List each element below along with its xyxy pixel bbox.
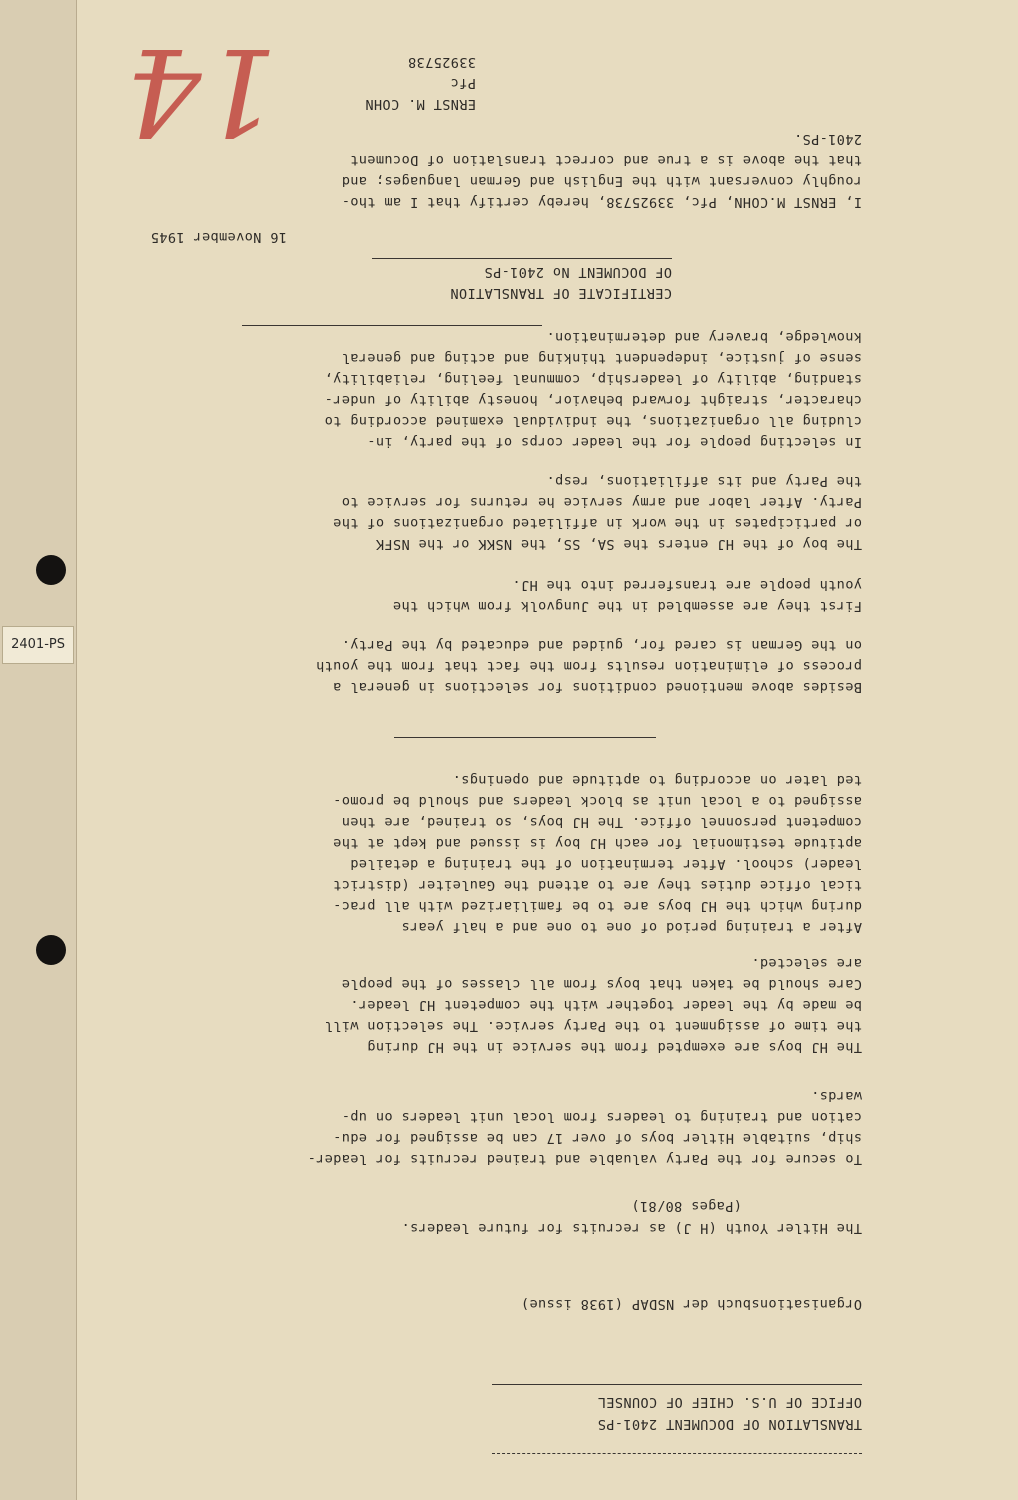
text-line: The HJ boys are exempted from the service in the HJ during [367, 1039, 862, 1055]
signature-rank: Pfc [450, 75, 476, 91]
text-line: that the above is a true and correct translation of Document [349, 152, 862, 168]
text-line: or participates in the work in affiliated organizations of the [332, 515, 862, 531]
text-line: the Party and its affiliations, resp. [546, 473, 862, 489]
text-line: First they are assembled in the Jungvolk from which the [392, 598, 862, 614]
text-line: during which the HJ boys are to be familiarized with all prac- [332, 898, 862, 914]
text-line: leader) school. After termination of the training a detailed [349, 856, 862, 872]
text-line: wards. [810, 1088, 862, 1104]
header-line-1: TRANSLATION OF DOCUMENT 2401-PS [597, 1416, 862, 1432]
text-line: character, straight forward behavior, honesty ability of under- [324, 392, 862, 408]
certificate-rule [372, 258, 672, 259]
certificate-date: 16 November 1945 [150, 229, 287, 245]
text-line: After a training period of one to one and a half years [401, 919, 862, 935]
text-line: tical office duties they are to attend the Gauleiter (district [332, 877, 862, 893]
text-line: the time of assignment to the Party service. The selection will [324, 1018, 862, 1034]
text-line: process of elimination results from the fact that from the youth [315, 658, 862, 674]
text-line: knowledge, bravery and determination. [546, 329, 862, 345]
text-line: assigned to a local unit as block leaders and should be promo- [332, 793, 862, 809]
punch-hole [36, 555, 66, 585]
text-line: aptitude testimonial for each HJ boy is issued and kept at the [332, 835, 862, 851]
punch-hole [36, 935, 66, 965]
text-line: Care should be taken that boys from all classes of the people [341, 976, 862, 992]
document-number-tab-label: 2401-PS [11, 637, 65, 653]
section-pages: (Pages 80/81) [631, 1198, 742, 1214]
text-line: ship, suitable Hitler boys of over 17 can be assigned for edu- [332, 1130, 862, 1146]
text-line: competent personnel office. The HJ boys, so trained, are then [341, 814, 862, 830]
section-divider [394, 737, 656, 738]
certificate-subtitle: OF DOCUMENT No 2401-PS [484, 264, 672, 280]
section-title: The Hitler Youth (H J) as recruits for future leaders. [401, 1220, 862, 1236]
text-line: cluding all organizations, the individual examined according to [324, 413, 862, 429]
header-rule-top [492, 1453, 862, 1454]
text-line: roughly conversant with the English and German languages; and [341, 173, 862, 189]
signature-serial: 33925738 [407, 54, 476, 70]
header-line-2: OFFICE OF U.S. CHIEF OF COUNSEL [597, 1394, 862, 1410]
binding-margin [0, 0, 77, 1500]
header-rule-bottom [492, 1384, 862, 1385]
certificate-title: CERTIFICATE OF TRANSLATION [450, 285, 672, 301]
text-line: I, ERNST M.COHN, Pfc, 33925738, hereby certify that I am tho- [341, 194, 862, 210]
text-line: youth people are transferred into the HJ. [512, 577, 862, 593]
text-line: sense of justice, independent thinking and acting and general [341, 350, 862, 366]
underline-rule [242, 325, 542, 326]
handwritten-page-number: 14 [125, 21, 278, 160]
text-line: cation and training to leaders from local unit leaders on up- [341, 1109, 862, 1125]
text-line: are selected. [751, 955, 862, 971]
text-line: The boy of the HJ enters the SA, SS, the NSKK or the NSFK [375, 536, 862, 552]
text-line: Besides above mentioned conditions for selections in general a [332, 679, 862, 695]
document-number-tab [2, 626, 74, 664]
text-line: 2401-PS. [793, 131, 862, 147]
source-title: Organisationsbuch der NSDAP (1938 issue) [520, 1296, 862, 1312]
text-line: ted later on according to aptitude and openings. [452, 772, 862, 788]
text-line: on the German is cared for, guided and educated by the Party. [341, 637, 862, 653]
text-line: In selecting people for the leader corps of the party, in- [367, 434, 862, 450]
text-line: standing, ability of leadership, communal feeling, reliability, [324, 371, 862, 387]
text-line: Party. After labor and army service he returns for service to [341, 494, 862, 510]
paper-sheet [77, 0, 1018, 1500]
signature-name: ERNST M. COHN [365, 96, 476, 112]
text-line: To secure for the Party valuable and trained recruits for leader- [307, 1151, 862, 1167]
text-line: be made by the leader together with the competent HJ leader. [349, 997, 862, 1013]
